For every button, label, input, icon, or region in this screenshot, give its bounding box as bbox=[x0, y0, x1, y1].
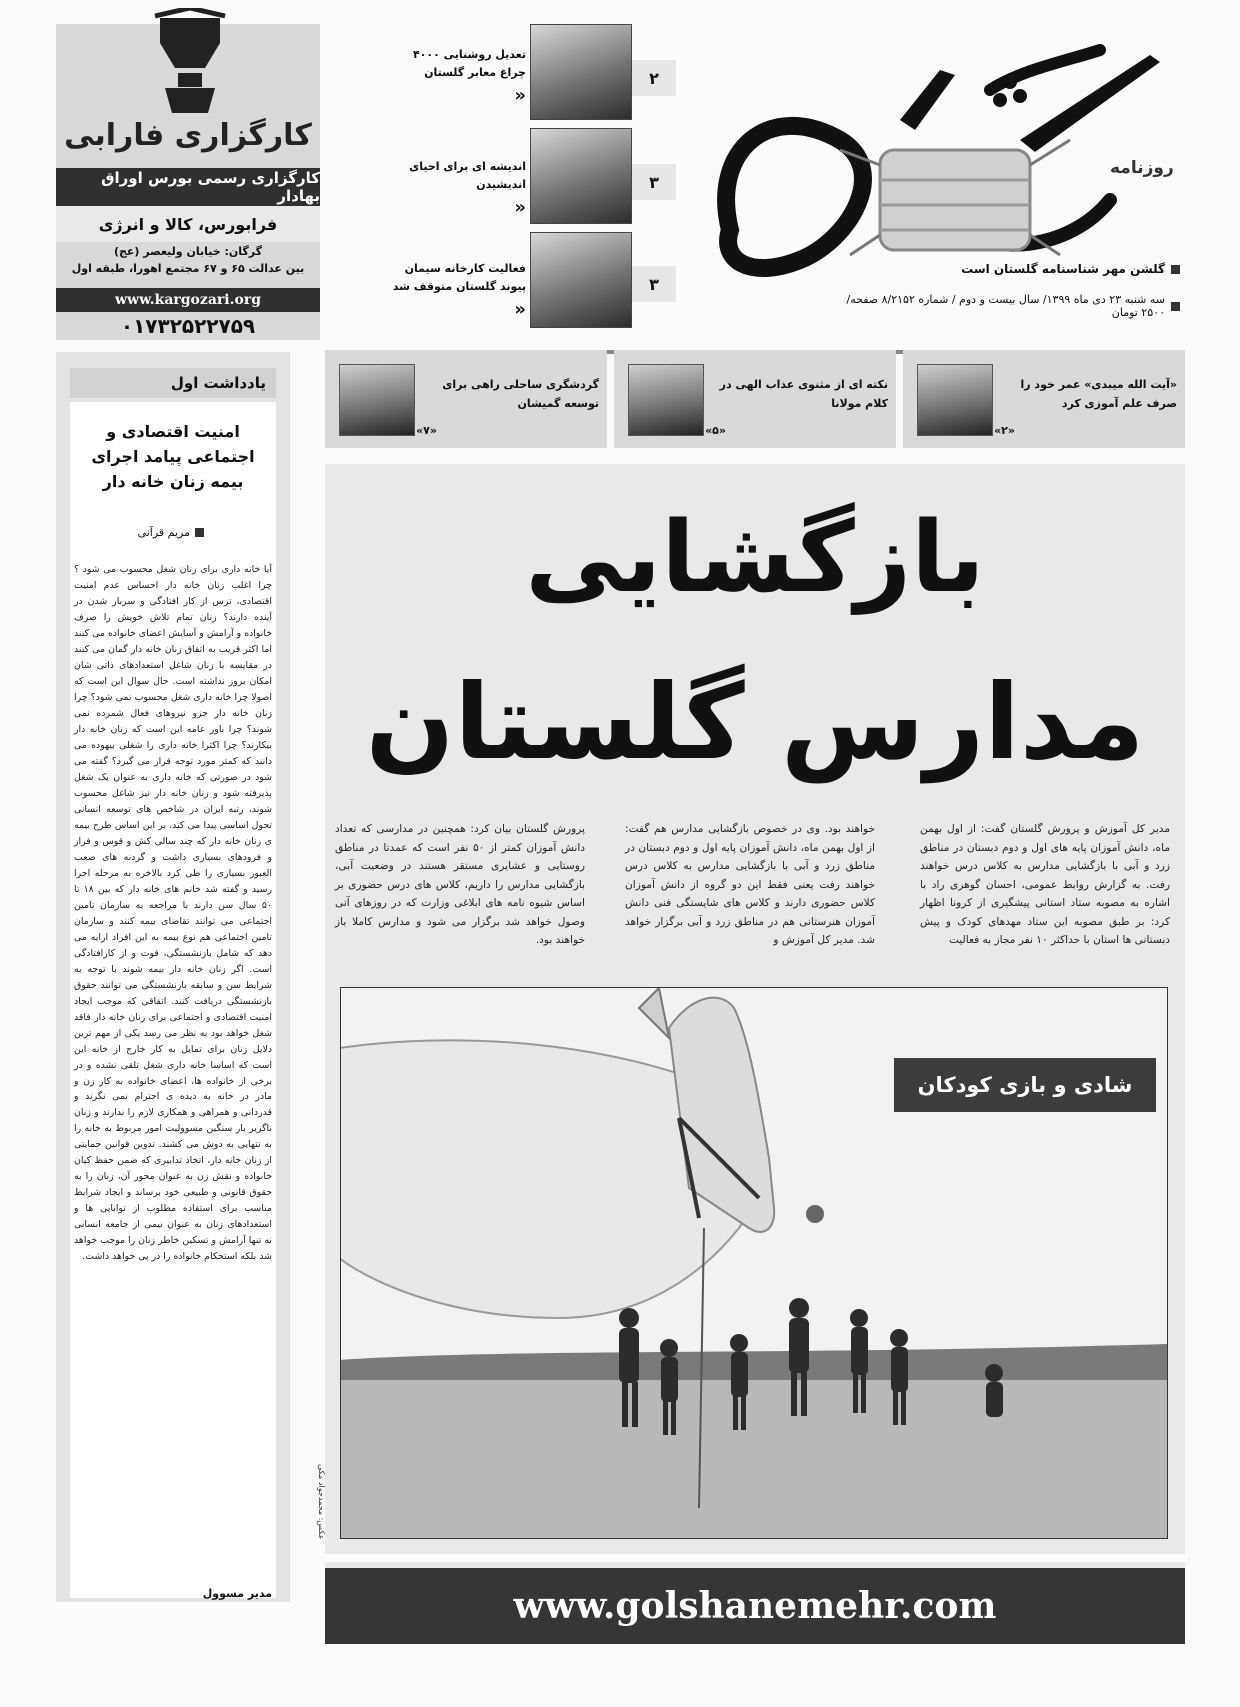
section-teaser-page: «۲» bbox=[994, 424, 1015, 437]
teaser-page-2: ۳ bbox=[632, 164, 676, 200]
photo-caption: شادی و بازی کودکان bbox=[894, 1058, 1156, 1112]
ad-brand-name: کارگزاری فارابی bbox=[64, 118, 312, 153]
arrow-icon: « bbox=[514, 85, 526, 107]
story-column-2: خواهند بود. وی در خصوص بازگشایی مدارس هم گفت: از اول بهمن ماه، دانش آموزان پایه اول و دوم دبستان در مناطق زرد و آبی با بازگشایی مدارس به کلاس درس خواهند رفت یعنی فقط این دو گروه از دانش آموزان کلاس حضوری دارند و کلاس های شایستگی فنی دانش آموزان هنرستانی هم در مناطق زرد و آبی برگزار خواهد شد. مدیر کل آموزش و bbox=[625, 823, 875, 947]
arrow-icon: « bbox=[514, 299, 526, 321]
ad-phone: ۰۱۷۳۲۵۲۲۷۵۹ bbox=[120, 314, 256, 338]
issue-info bbox=[830, 293, 1180, 319]
editorial-signature: مدیر مسوول bbox=[202, 1587, 272, 1600]
teaser-page-1: ۲ bbox=[632, 60, 676, 96]
arrow-icon: « bbox=[514, 197, 526, 219]
ad-website-link[interactable]: www.kargozari.org bbox=[56, 288, 320, 312]
section-teaser-title: نکته ای از مثنوی عذاب الهی در کلام مولانا bbox=[719, 378, 888, 410]
teaser-title: فعالیت کارخانه سیمان پیوند گلستان متوقف شد bbox=[392, 262, 526, 293]
newspaper-logo bbox=[690, 30, 1180, 300]
teaser-title: اندیشه ای برای احیای اندیشیدن bbox=[409, 160, 526, 191]
section-teaser-1[interactable] bbox=[903, 350, 1185, 448]
editorial-body: آیا خانه داری برای زنان شغل محسوب می شود ؟ چرا اغلب زنان خانه دار احساس عدم امنیت اقتصادی، ترس از کار افتادگی و سربار شدن در آینده دارند؟ زنان تمام تلاش خویش را صرف خانواده و آرامش و آسایش اعضای خانواده می کنند اما اکثر قریب به اتفاق زنان خانه دار گمان می کنند در مقایسه با زنان شاغل استعدادهای ذاتی شان امکان بروز نداشته است. حال سوال این است که اصولا چرا خانه داری شغل محسوب نمی شود؟ چرا زنان خانه دار جزو نیروهای فعال شمرده نمی شوند؟ چرا باور عامه این است که زنان خانه دار بیکارند؟ چرا اکثرا خانه داری را شغلی بیهوده می دانند که کمتر مورد توجه قرار می گیرد؟ گفته می شود در صورتی که خانه داری به عنوان یک شغل پذیرفته شود و زنان خانه دار نیز شاغل محسوب شوند، رتبه ایران در شاخص های توسعه انسانی تحول اساسی پیدا می کند. بر این اساس طرح بیمه ی زنان خانه دار که چند سالی کش و قوس و فراز و فرودهای بسیاری داشت و گردنه های صعب العبور بسیاری را طی کرد بالاخره به مرحله اجرا رسید و گفته شد خانم های خانه دار که بین ۱۸ تا ۵۰ سال سن دارند با مراجعه به سازمان تامین اجتماعی می توانند تقاضای بیمه کنند و سازمان تامین اجتماعی هم نوع بیمه به این افراد ارایه می دهد که شامل بازنشستگی، فوت و از کارافتادگی است. اگر زنان خانه دار بیمه شوند با توجه به شرایط سن و سابقه بازنشستگی می توانند حقوق بازنشستگی دریافت کنند. اتفاقی که موجب ایجاد امنیت اقتصادی و اجتماعی برای زنان خانه دار فاقد شغل خواهد بود به نظر می رسد یکی از مهم ترین دلایل زنان برای تمایل به کار خارج از خانه این است که اساسا خانه داری شغل تلقی نشده و در برخی از خانواده ها، اعضای خانواده به کار زن و مادر در خانه به دیده ی احترام نمی نگرند و قدردانی و همراهی و همکاری لازم را ندارند و زنان ناگزیر بار سنگین مسوولیت امور مربوط به خانه را به تنهایی به دوش می کشند. تدوین قوانین حمایتی از زنان خانه دار، اتخاذ تدابیری که ضمن حفظ کیان خانواده و نقش زن به عنوان محور آن، زنان را به حقوق قانونی و طبیعی خود برساند و ایجاد شرایط مناسب برای استفاده مطلوب از توانایی ها و استعدادهای زنان به عنوان نیمی از جامعه انسانی نه تنها آرامش و تسکین خاطر زنان را موجب خواهد شد بلکه استحکام خانواده را در پی خواهد داشت. bbox=[74, 564, 272, 1263]
daily-label: روزنامه bbox=[1110, 158, 1174, 178]
story-column-1: مدیر کل آموزش و پرورش گلستان گفت: از اول بهمن ماه، دانش آموزان پایه های اول و دوم دبستان در مناطق زرد و آبی با بازگشایی مدارس به کلاس درس خواهند رفت. به گزارش روابط عمومی، احسان گوهری راد با اشاره به مصوبه ستاد استانی پیشگیری از کرونا اظهار کرد: بر طبق مصوبه این ستاد مهدهای کودک و پیش دبستانی ها استان با حداکثر ۱۰ نفر مجاز به فعالیت bbox=[920, 823, 1170, 947]
photo-credit: عکس: محمدجواد مکی bbox=[317, 1464, 326, 1540]
teaser-1[interactable] bbox=[386, 46, 526, 106]
teaser-3[interactable] bbox=[386, 260, 526, 320]
editorial-author bbox=[74, 526, 204, 539]
section-teaser-page: «۵» bbox=[705, 424, 726, 437]
section-teaser-title: گردشگری ساحلی راهی برای توسعه گمیشان bbox=[442, 378, 599, 410]
section-teaser-photo bbox=[917, 364, 993, 436]
main-headline-line-1: بازگشایی bbox=[525, 501, 985, 615]
issue-info-text: سه شنبه ۲۳ دی ماه ۱۳۹۹/ سال بیست و دوم / شماره ۸/۲۱۵۲ صفحه/ ۲۵۰۰ تومان bbox=[846, 293, 1165, 319]
editorial-title: امنیت اقتصادی و اجتماعی پیامد اجرای بیمه زنان خانه دار bbox=[91, 422, 255, 491]
teaser-photo-1 bbox=[530, 24, 632, 120]
brokerage-logo-icon bbox=[150, 8, 230, 118]
section-teaser-photo bbox=[339, 364, 415, 436]
teaser-2[interactable] bbox=[386, 158, 526, 218]
teaser-page-3: ۳ bbox=[632, 266, 676, 302]
ad-address-line-1: گرگان: خیابان ولیعصر (عج) bbox=[113, 245, 263, 258]
masthead-tagline bbox=[840, 262, 1180, 276]
main-headline-line-2: مدارس گلستان bbox=[365, 661, 1145, 783]
author-name: مریم قرآنی bbox=[137, 526, 190, 539]
teaser-title: تعدیل روشنایی ۴۰۰۰ چراغ معابر گلستان bbox=[412, 48, 526, 79]
ad-band-1: کارگزاری رسمی بورس اوراق بهادار bbox=[56, 168, 320, 206]
footer-website-link[interactable]: www.golshanemehr.com bbox=[325, 1562, 1185, 1644]
section-teaser-3[interactable] bbox=[325, 350, 607, 448]
bullet-square-icon bbox=[195, 528, 204, 537]
section-teaser-photo bbox=[628, 364, 704, 436]
section-teaser-2[interactable] bbox=[614, 350, 896, 448]
teaser-photo-3 bbox=[530, 232, 632, 328]
ad-address-line-2: بین عدالت ۶۵ و ۶۷ مجتمع اهورا، طبقه اول bbox=[71, 261, 305, 275]
bullet-square-icon bbox=[1171, 265, 1180, 274]
editorial-section-label: یادداشت اول bbox=[70, 368, 276, 398]
bullet-square-icon bbox=[1171, 302, 1180, 311]
ad-address bbox=[56, 244, 320, 277]
story-column-3: پرورش گلستان بیان کرد: همچنین در مدارسی که تعداد دانش آموزان کمتر از ۵۰ نفر است که عمدتا در مناطق روستایی و عشایری مستقر هستند در وضعیت آبی، بازگشایی مدارس را داریم، کلاس های درس حضوری بر اساس شیوه نامه های ابلاغی وزارت که در روزهای آتی وصول خواهد شد برگزار می شود و مدارس کاملا باز خواهند بود. bbox=[335, 823, 585, 947]
section-teaser-page: «۷» bbox=[416, 424, 437, 437]
teaser-photo-2 bbox=[530, 128, 632, 224]
ad-band-2: فرابورس، کالا و انرژی bbox=[56, 206, 320, 242]
tagline-text: گلشن مهر شناسنامه گلستان است bbox=[961, 262, 1165, 276]
section-teaser-title: «آیت الله میبدی» عمر خود را صرف علم آموزی کرد bbox=[1020, 378, 1177, 410]
